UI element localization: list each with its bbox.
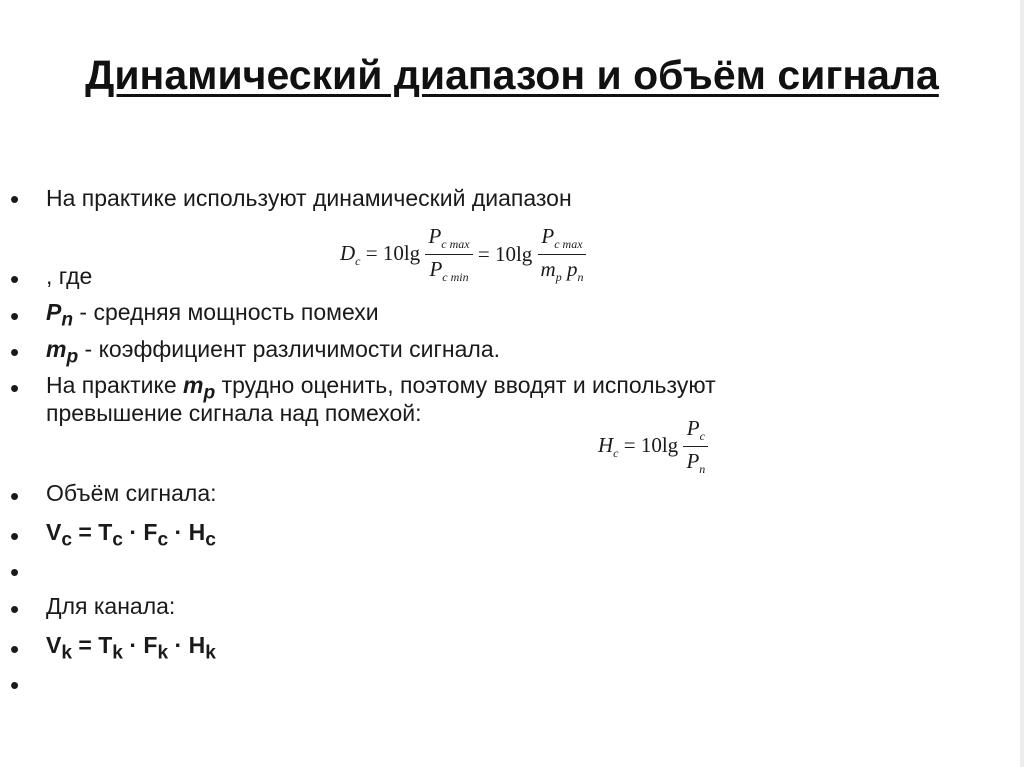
var-symbol: P <box>46 299 62 325</box>
formula-signal-volume <box>46 518 216 555</box>
slide-edge <box>1020 0 1024 767</box>
fraction <box>538 224 587 285</box>
formula-subscript: c max <box>441 237 470 252</box>
text-line: превышение сигнала над помехой: <box>46 400 422 426</box>
bullet-icon: • <box>10 521 20 551</box>
bullet-icon: • <box>10 301 20 331</box>
fraction <box>425 224 472 285</box>
formula-symbol: P <box>428 224 442 248</box>
formula-subscript: c <box>205 529 216 551</box>
text-line: Для канала: <box>46 593 176 619</box>
formula-dynamic-range <box>340 224 586 285</box>
formula-subscript: k <box>205 642 216 664</box>
bullet-icon: • <box>10 557 20 587</box>
text-line <box>46 298 379 335</box>
formula-signal-excess <box>598 416 708 477</box>
formula-operator: · <box>122 632 144 658</box>
formula-symbol: F <box>143 632 158 658</box>
text-line: , где <box>46 263 93 289</box>
formula-symbol: F <box>143 519 158 545</box>
formula-symbol: m <box>540 257 556 282</box>
formula-symbol: H <box>598 432 614 457</box>
text-fragment: На практике <box>46 372 184 398</box>
formula-subscript: c <box>699 429 705 444</box>
bullet-icon: • <box>10 670 20 700</box>
formula-subscript: c <box>61 529 72 551</box>
formula-channel-volume <box>46 631 216 668</box>
var-symbol: m <box>183 372 204 398</box>
formula-subscript: c min <box>442 270 469 285</box>
fraction <box>683 416 708 477</box>
bullet-icon: • <box>10 337 20 367</box>
formula-subscript: p <box>555 270 562 285</box>
bullet-icon: • <box>10 264 20 294</box>
formula-operator: 10lg <box>382 240 421 265</box>
bullet-icon: • <box>10 481 20 511</box>
text-line: На практике используют динамический диапазон <box>46 185 572 211</box>
formula-symbol: H <box>188 632 206 658</box>
formula-subscript: c <box>355 253 361 268</box>
formula-symbol: D <box>340 240 356 265</box>
var-subscript: p <box>203 382 216 404</box>
formula-symbol: V <box>46 632 62 658</box>
formula-operator: = <box>623 432 636 457</box>
formula-symbol: T <box>98 519 113 545</box>
formula-subscript: n <box>577 270 584 285</box>
var-subscript: p <box>66 346 79 368</box>
bullet-icon: • <box>10 184 20 214</box>
formula-subscript: n <box>699 462 706 477</box>
formula-subscript: c <box>613 445 619 460</box>
formula-operator: · <box>168 632 189 658</box>
formula-symbol: P <box>686 449 700 474</box>
bullet-icon: • <box>10 634 20 664</box>
formula-operator: = <box>477 242 490 267</box>
formula-subscript: k <box>112 642 123 664</box>
formula-subscript: k <box>157 642 169 664</box>
formula-subscript: c <box>112 529 123 551</box>
formula-symbol: V <box>46 519 62 545</box>
formula-subscript: c <box>157 529 169 551</box>
formula-operator: = <box>72 519 99 545</box>
formula-symbol: P <box>541 224 555 248</box>
formula-operator: · <box>168 519 189 545</box>
formula-symbol: H <box>188 519 206 545</box>
bullet-icon: • <box>10 373 20 403</box>
formula-symbol: P <box>686 416 700 440</box>
formula-symbol: p <box>566 257 578 282</box>
formula-subscript: c max <box>554 237 583 252</box>
bullet-icon: • <box>10 594 20 624</box>
text-line: Объём сигнала: <box>46 480 217 506</box>
formula-operator: 10lg <box>494 242 533 267</box>
text-fragment: - средняя мощность помехи <box>73 299 379 325</box>
var-subscript: n <box>61 309 74 331</box>
var-symbol: m <box>46 336 67 362</box>
formula-operator: 10lg <box>640 432 679 457</box>
formula-symbol: T <box>98 632 113 658</box>
formula-operator: · <box>122 519 144 545</box>
text-fragment: трудно оценить, поэтому вводят и используют <box>215 372 716 398</box>
formula-operator: = <box>72 632 99 658</box>
formula-operator: = <box>365 240 378 265</box>
slide-title: Динамический диапазон и объём сигнала <box>85 52 939 98</box>
text-fragment: - коэффициент различимости сигнала. <box>78 336 500 362</box>
formula-symbol: P <box>429 257 443 282</box>
text-line <box>46 335 500 372</box>
formula-subscript: k <box>61 642 72 664</box>
